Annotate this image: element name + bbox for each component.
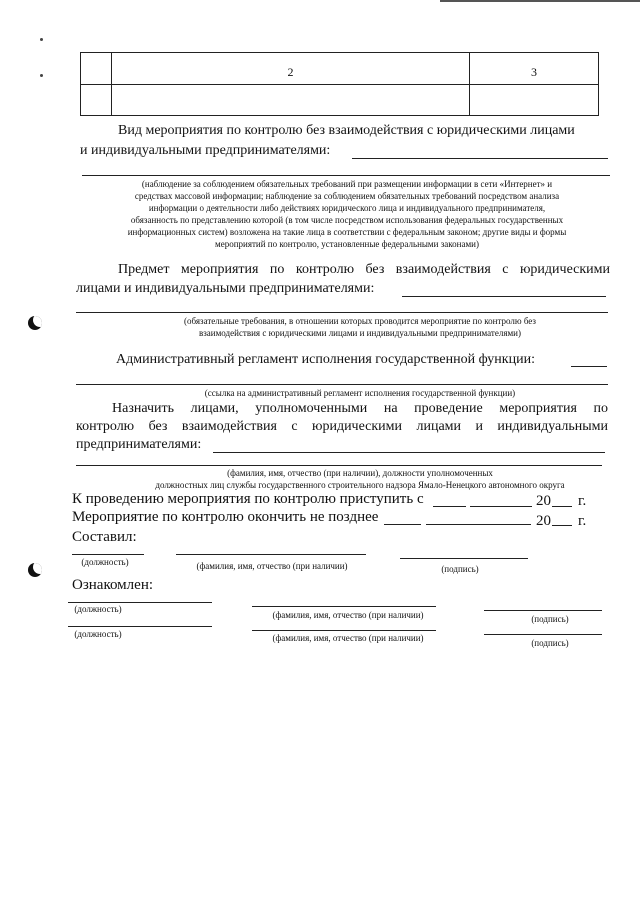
- end-day-field[interactable]: [384, 524, 421, 525]
- subject-label-cont: лицами и индивидуальными предпринимателями:: [76, 281, 375, 296]
- start-month-field[interactable]: [470, 506, 532, 507]
- acq2-name-field[interactable]: [252, 630, 436, 631]
- start-day-field[interactable]: [433, 506, 466, 507]
- regulation-field-2[interactable]: [76, 384, 608, 385]
- compiled-name-hint: (фамилия, имя, отчество (при наличии): [196, 561, 348, 571]
- end-year-prefix: 20: [536, 513, 551, 529]
- acq1-signature-hint: (подпись): [531, 614, 569, 624]
- event-type-field-2[interactable]: [82, 175, 610, 176]
- table-cell: [81, 85, 112, 116]
- subject-label: Предмет мероприятия по контролю без взаимодействия с юридическими: [118, 262, 610, 277]
- acq2-signature-field[interactable]: [484, 634, 602, 635]
- event-type-field[interactable]: [352, 158, 608, 159]
- assign-field[interactable]: [213, 452, 605, 453]
- table-cell: [81, 53, 112, 85]
- subject-hint: (обязательные требования, в отношении которых проводится мероприятие по контролю без взаимодействия с юридическими лицами и индивидуальными предпринимателями): [184, 316, 536, 338]
- end-year-field[interactable]: [552, 525, 572, 526]
- subject-field-2[interactable]: [76, 312, 608, 313]
- start-year-prefix: 20: [536, 493, 551, 509]
- start-year-suffix: г.: [578, 493, 587, 509]
- acq1-name-field[interactable]: [252, 606, 436, 607]
- punch-hole-mark: [28, 316, 42, 330]
- acq2-position-field[interactable]: [68, 626, 212, 627]
- start-date-label: К проведению мероприятия по контролю приступить с: [72, 491, 424, 507]
- end-year-suffix: г.: [578, 513, 587, 529]
- header-table: [80, 52, 599, 116]
- assign-label: Назначить лицами, уполномоченными на проведение мероприятия по: [112, 401, 608, 416]
- acq1-name-hint: (фамилия, имя, отчество (при наличии): [272, 610, 424, 620]
- event-type-label-cont: и индивидуальными предпринимателями:: [80, 143, 331, 158]
- assign-label-cont: контролю без взаимодействия с юридическими лицами и индивидуальными: [76, 419, 608, 434]
- table-cell-col3: 3: [470, 53, 599, 85]
- acquainted-label: Ознакомлен:: [72, 577, 154, 593]
- acq2-signature-hint: (подпись): [531, 638, 569, 648]
- compiled-signature-field[interactable]: [400, 558, 528, 559]
- compiled-name-field[interactable]: [176, 554, 366, 555]
- event-type-label: Вид мероприятия по контролю без взаимодействия с юридическими лицами: [118, 123, 575, 138]
- assign-hint: (фамилия, имя, отчество (при наличии), должности уполномоченных должностных лиц службы государственного строительного надзора Ямало-Ненецкого автономного округа: [155, 468, 565, 490]
- compiled-position-field[interactable]: [72, 554, 144, 555]
- table-cell: [470, 85, 599, 116]
- end-date-label: Мероприятие по контролю окончить не позднее: [72, 509, 379, 525]
- end-month-field[interactable]: [426, 524, 531, 525]
- compiled-position-hint: (должность): [81, 557, 129, 567]
- scan-speck: [40, 74, 43, 77]
- event-type-hint: (наблюдение за соблюдением обязательных требований при размещении информации в сети «Интернет» и средствах массовой информации; наблюдение за соблюдением обязательных требований посредством анализа информации о деятельности либо действиях юридического лица и индивидуального предпринимателя, обязанность по представлению которой (в том числе посредством использования федеральных государственных информационных систем) возложена на такие лица в соответствии с федеральным законом; другие виды и формы мероприятий по контролю, установленные федеральными законами): [127, 179, 567, 249]
- regulation-label: Административный регламент исполнения государственной функции:: [116, 352, 535, 367]
- compiled-label: Составил:: [72, 529, 137, 545]
- table-cell: [112, 85, 470, 116]
- scan-speck: [40, 38, 43, 41]
- assign-field-2[interactable]: [76, 465, 602, 466]
- acq1-signature-field[interactable]: [484, 610, 602, 611]
- punch-hole-mark: [28, 563, 42, 577]
- assign-label-cont2: предпринимателями:: [76, 437, 202, 452]
- acq2-name-hint: (фамилия, имя, отчество (при наличии): [272, 633, 424, 643]
- start-year-field[interactable]: [552, 506, 572, 507]
- compiled-signature-hint: (подпись): [441, 564, 479, 574]
- acq2-position-hint: (должность): [74, 629, 122, 639]
- subject-field[interactable]: [402, 296, 606, 297]
- regulation-hint: (ссылка на административный регламент исполнения государственной функции): [204, 388, 516, 398]
- table-cell-col2: 2: [112, 53, 470, 85]
- acq1-position-hint: (должность): [74, 604, 122, 614]
- top-edge-mark: [440, 0, 640, 2]
- regulation-field[interactable]: [571, 366, 607, 367]
